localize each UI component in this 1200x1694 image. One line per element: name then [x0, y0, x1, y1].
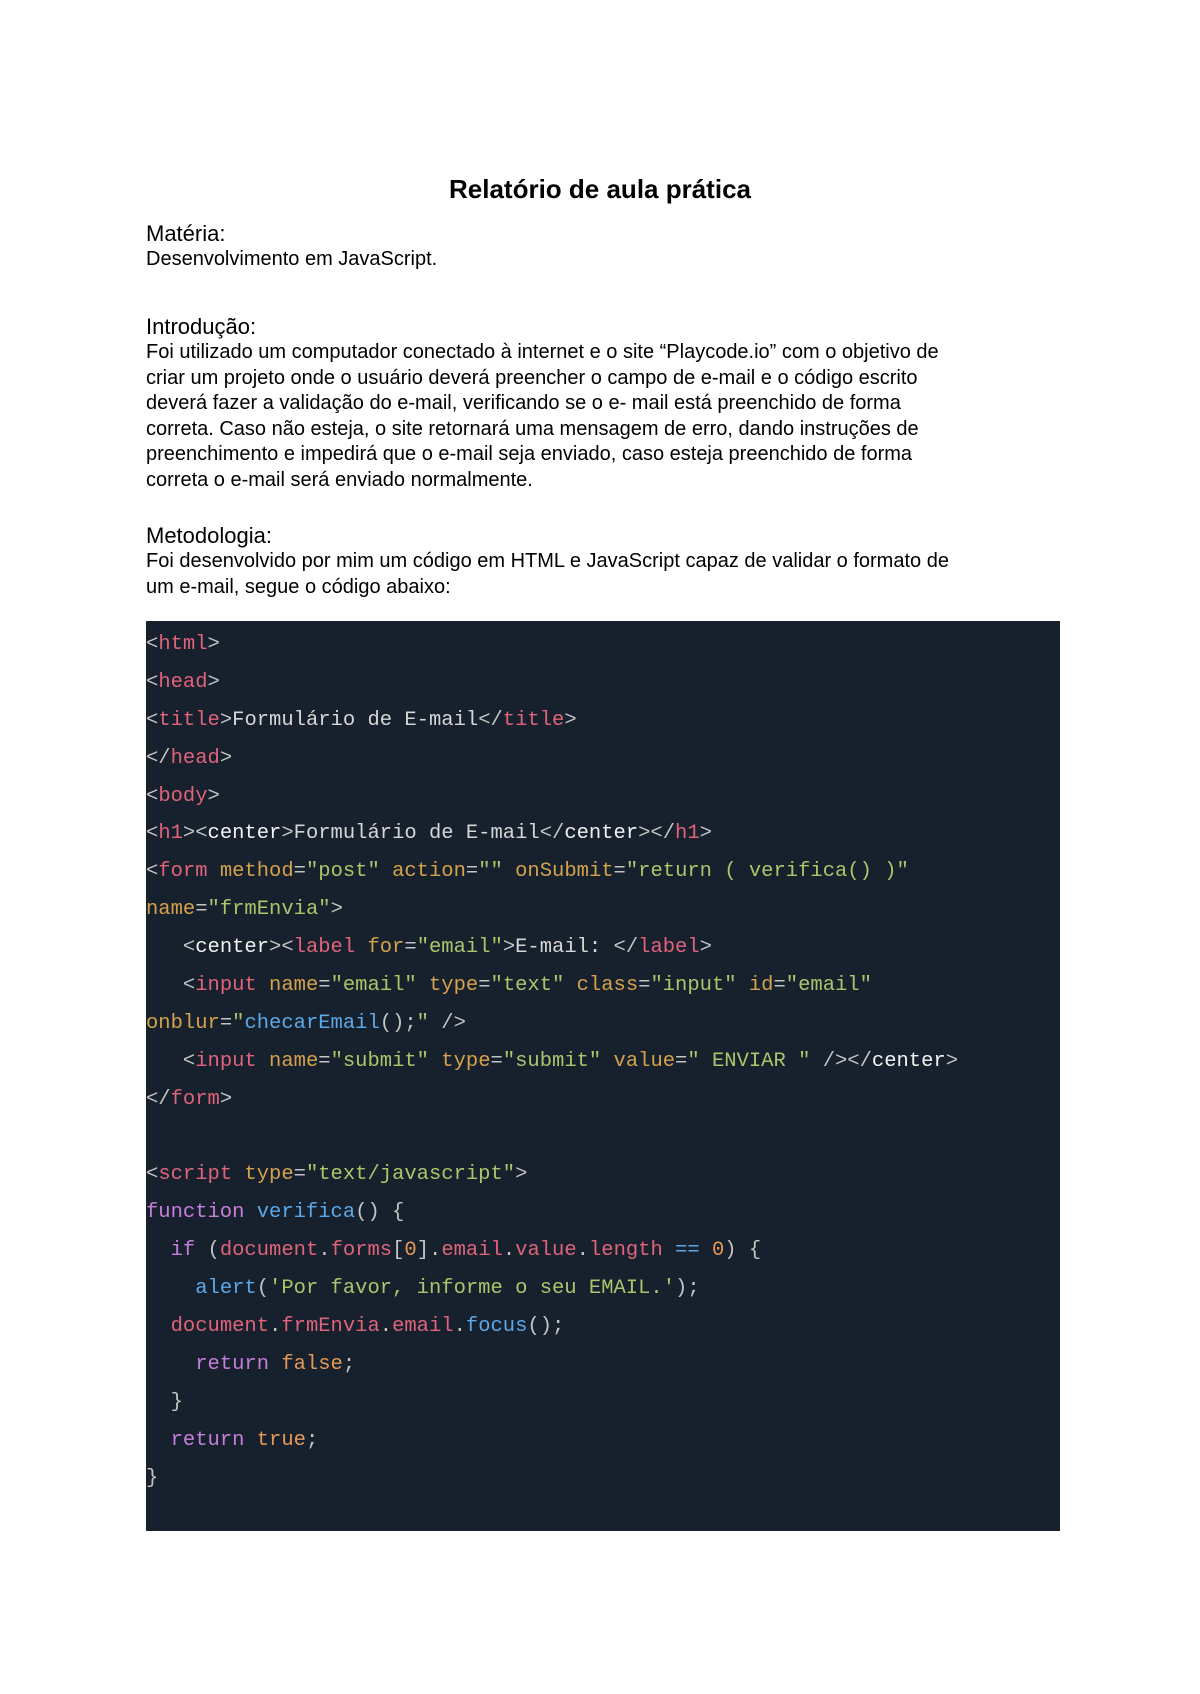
code-token: "text/javascript": [305, 1163, 516, 1187]
code-token: >: [699, 822, 712, 846]
code-token: "email": [785, 974, 872, 998]
code-token: onblur: [146, 1011, 220, 1035]
introducao-section: [146, 313, 1056, 494]
page-title: Relatório de aula prática: [449, 174, 751, 204]
introducao-line: Foi utilizado um computador conectado à internet e o site “Playcode.io” com o objetivo de: [146, 341, 939, 363]
code-token: ></: [638, 822, 676, 846]
code-token: document: [219, 1239, 319, 1263]
code-token: onSubmit: [502, 860, 614, 884]
code-token: [146, 1353, 195, 1376]
code-line: [146, 1000, 1060, 1038]
code-token: [: [392, 1239, 405, 1263]
code-token: <: [146, 708, 159, 732]
code-token: "submit": [502, 1049, 602, 1073]
code-token: (: [195, 1239, 220, 1263]
code-token: h1: [158, 822, 183, 846]
code-token: title: [502, 708, 565, 732]
code-token: "email": [416, 936, 503, 960]
code-token: Formulário de E-mail: [232, 708, 479, 732]
code-token: alert: [195, 1277, 257, 1301]
code-token: <: [146, 822, 159, 846]
code-line: [146, 924, 1060, 962]
code-token: ": [232, 1011, 245, 1035]
code-token: ==: [662, 1239, 700, 1263]
code-line: [146, 621, 1060, 659]
introducao-line: deverá fazer a validação do e-mail, verificando se o e- mail está preenchido de forma: [146, 392, 901, 415]
code-token: "": [478, 860, 503, 884]
code-line: [146, 1038, 1060, 1076]
code-token: "input": [650, 974, 737, 998]
code-token: /></: [810, 1049, 872, 1073]
code-token: .: [318, 1239, 331, 1263]
code-line: [146, 962, 1060, 1000]
code-token: [146, 1277, 195, 1300]
code-token: title: [158, 708, 220, 732]
code-line: [146, 1265, 1060, 1303]
code-token: <: [146, 860, 159, 884]
code-token: ();: [379, 1011, 417, 1035]
code-token: type: [232, 1163, 294, 1187]
introducao-line: correta o e-mail será enviado normalmente.: [146, 468, 533, 491]
code-token: value: [515, 1239, 577, 1263]
code-token: center: [207, 822, 282, 846]
code-token: head: [170, 746, 220, 770]
code-token: [146, 1429, 171, 1452]
code-token: E-mail:: [515, 936, 614, 960]
code-token: .: [576, 1239, 589, 1263]
code-token: checarEmail: [244, 1011, 380, 1035]
code-line: [146, 659, 1060, 697]
code-token: =: [293, 860, 306, 884]
code-token: ();: [527, 1315, 565, 1339]
metodologia-section: [146, 522, 1056, 600]
code-token: return: [170, 1428, 245, 1452]
code-line: [146, 1114, 1060, 1152]
code-token: ><: [182, 822, 208, 846]
code-token: type: [416, 974, 479, 998]
code-token: </: [613, 936, 639, 960]
introducao-heading: Introdução:: [146, 314, 257, 339]
code-token: ": [416, 1011, 429, 1035]
code-token: form: [158, 860, 208, 884]
code-token: ;: [305, 1428, 319, 1452]
code-token: "text": [490, 974, 565, 998]
code-token: >: [219, 1087, 233, 1111]
code-token: >: [207, 784, 220, 808]
code-token: =: [613, 860, 626, 884]
code-token: () {: [355, 1201, 405, 1225]
code-token: >: [564, 708, 577, 732]
code-token: >: [945, 1049, 959, 1073]
code-token: function: [146, 1201, 245, 1225]
code-token: form: [170, 1087, 220, 1111]
code-token: input: [195, 1049, 257, 1073]
code-token: =: [219, 1011, 233, 1035]
code-token: =: [490, 1049, 503, 1073]
code-token: </: [146, 1087, 171, 1111]
code-token: </: [539, 822, 565, 846]
code-token: .: [453, 1315, 466, 1339]
introducao-line: preenchimento e impedirá que o e-mail seja enviado, caso esteja preenchido de forma: [146, 443, 913, 466]
metodologia-line: um e-mail, segue o código abaixo:: [146, 575, 451, 598]
code-token: <: [146, 670, 159, 694]
code-token: }: [146, 1390, 183, 1414]
code-token: }: [146, 1466, 159, 1490]
code-token: email: [392, 1315, 454, 1339]
code-line: [146, 1303, 1060, 1341]
code-token: =: [195, 898, 208, 922]
code-token: body: [158, 784, 208, 808]
code-token: >: [699, 936, 712, 960]
code-token: type: [428, 1049, 491, 1073]
code-token: true: [244, 1428, 306, 1452]
metodologia-line: Foi desenvolvido por mim um código em HTML e JavaScript capaz de validar o formato de: [146, 550, 949, 572]
code-token: " ENVIAR ": [687, 1049, 811, 1073]
code-token: .: [502, 1239, 516, 1263]
code-line: [146, 1341, 1060, 1379]
code-token: ><: [269, 936, 294, 960]
code-token: >: [207, 670, 220, 694]
code-token: .: [269, 1315, 282, 1339]
introducao-line: correta. Caso não esteja, o site retornará uma mensagem de erro, dando instruções de: [146, 417, 919, 440]
code-token: h1: [675, 822, 700, 846]
code-token: focus: [465, 1315, 528, 1339]
code-token: forms: [330, 1239, 393, 1263]
code-token: <: [146, 633, 159, 656]
code-token: center: [871, 1049, 946, 1073]
code-token: <: [146, 1163, 159, 1187]
code-token: "frmEnvia": [207, 898, 331, 922]
code-token: email: [441, 1239, 503, 1263]
code-token: <: [146, 936, 196, 960]
code-token: >: [502, 936, 516, 960]
materia-heading: Matéria:: [146, 221, 226, 246]
code-token: =: [318, 1049, 331, 1073]
code-token: document: [170, 1315, 270, 1339]
code-token: </: [478, 708, 503, 732]
code-line: [146, 886, 1060, 924]
code-token: ) {: [724, 1239, 762, 1263]
code-token: if: [170, 1239, 196, 1263]
code-token: script: [158, 1163, 233, 1187]
code-token: 'Por favor, informe o seu EMAIL.': [269, 1277, 676, 1301]
code-token: >: [207, 633, 220, 656]
code-token: action: [379, 860, 466, 884]
code-line: [146, 848, 1060, 886]
code-line: [146, 1076, 1060, 1114]
code-token: =: [293, 1163, 306, 1187]
code-token: >: [330, 898, 343, 922]
code-token: 0: [699, 1239, 725, 1263]
code-token: label: [638, 936, 700, 960]
metodologia-heading: Metodologia:: [146, 523, 272, 548]
code-token: =: [465, 860, 479, 884]
code-line: [146, 1417, 1060, 1455]
code-token: >: [515, 1163, 528, 1187]
code-token: name: [256, 974, 319, 998]
code-token: =: [638, 974, 651, 998]
code-token: <: [146, 784, 159, 808]
code-token: value: [601, 1049, 676, 1073]
code-token: input: [195, 974, 257, 998]
code-token: />: [428, 1011, 466, 1035]
code-line: [146, 810, 1060, 848]
code-token: (: [256, 1277, 270, 1301]
code-token: "email": [330, 974, 417, 998]
code-token: head: [158, 670, 208, 694]
code-token: center: [564, 822, 639, 846]
materia-section: [146, 220, 1056, 273]
code-token: name: [256, 1049, 319, 1073]
code-line: [146, 773, 1060, 811]
code-token: .: [379, 1315, 393, 1339]
code-token: =: [675, 1049, 688, 1073]
code-token: "post": [305, 860, 380, 884]
code-token: =: [404, 936, 417, 960]
materia-text: Desenvolvimento em JavaScript.: [146, 248, 438, 270]
code-line: [146, 1379, 1060, 1417]
code-token: );: [675, 1277, 700, 1301]
code-token: label: [293, 936, 356, 960]
code-token: >: [219, 746, 233, 770]
code-token: id: [736, 974, 774, 998]
code-token: class: [564, 974, 639, 998]
code-token: <: [146, 1049, 196, 1073]
code-token: >: [281, 822, 294, 846]
code-block: [146, 621, 1060, 1531]
code-token: false: [269, 1352, 343, 1376]
code-token: =: [773, 974, 786, 998]
code-token: >: [219, 708, 233, 732]
code-token: =: [478, 974, 491, 998]
code-token: return: [195, 1352, 270, 1376]
code-token: Formulário de E-mail: [293, 822, 540, 846]
code-token: method: [207, 860, 294, 884]
code-token: =: [318, 974, 331, 998]
code-token: "return ( verifica() )": [625, 860, 909, 884]
code-line: [146, 735, 1060, 773]
code-token: </: [146, 746, 171, 770]
code-token: for: [355, 936, 405, 960]
code-token: [146, 1315, 171, 1338]
code-line: [146, 1189, 1060, 1227]
code-token: "submit": [330, 1049, 429, 1073]
code-token: frmEnvia: [281, 1315, 380, 1339]
code-token: name: [146, 898, 196, 922]
code-line: [146, 1227, 1060, 1265]
code-token: <: [146, 974, 196, 998]
introducao-line: criar um projeto onde o usuário deverá preencher o campo de e-mail e o código escrito: [146, 366, 918, 389]
code-token: html: [158, 633, 208, 656]
code-token: ].: [416, 1239, 442, 1263]
code-line: [146, 1151, 1060, 1189]
code-token: length: [588, 1239, 663, 1263]
code-token: ;: [342, 1352, 356, 1376]
code-token: center: [195, 936, 270, 960]
code-line: [146, 697, 1060, 735]
code-token: 0: [404, 1239, 417, 1263]
code-line: [146, 1455, 1060, 1493]
code-token: verifica: [244, 1201, 356, 1225]
code-token: [146, 1239, 171, 1262]
